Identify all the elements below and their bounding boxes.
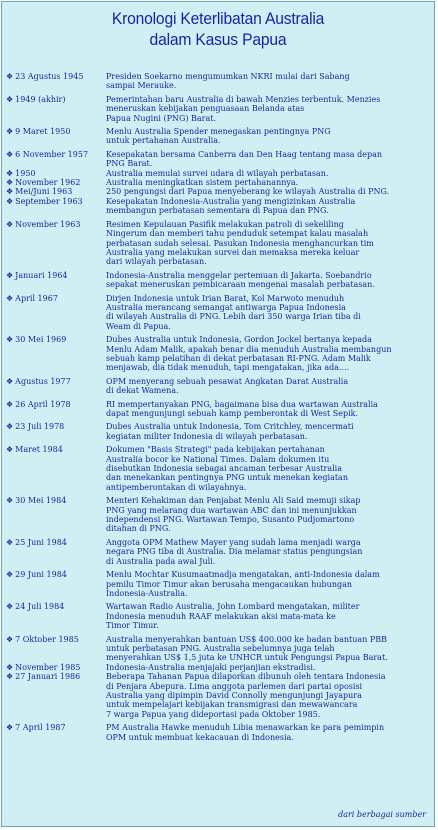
entry-date (6, 294, 106, 332)
list-item (6, 496, 430, 534)
list-item (6, 294, 430, 332)
entry-date-text: 7 Oktober 1985 (15, 634, 79, 644)
entry-line: Indonesia-Australia menggelar pertemuan di Jakarta. Soebandrio (106, 270, 372, 280)
page-title (19, 8, 416, 50)
entry-line: antipemberontakan di wilayahnya. (106, 482, 247, 492)
entry-date-text: Agustus 1977 (15, 376, 71, 386)
entry-line: Beberapa Tahanan Papua dilaporkan dibunuh oleh tentara Indonesia (106, 672, 386, 682)
entry-date (6, 187, 106, 196)
bullet-icon: ❖ (6, 127, 14, 137)
entry-description (106, 663, 430, 672)
list-item (6, 377, 430, 396)
entry-date-text: 1949 (akhir) (15, 94, 66, 104)
bullet-icon: ❖ (6, 570, 14, 580)
entry-date-text: 9 Maret 1950 (15, 127, 71, 137)
bullet-icon: ❖ (6, 445, 14, 455)
entry-line: untuk perbatasan PNG. Australia sebelumnya juga telah (106, 643, 335, 653)
entry-description (106, 672, 430, 719)
entry-date-text: Januari 1964 (15, 270, 68, 280)
list-item (6, 663, 430, 672)
list-item (6, 570, 430, 598)
list-item (6, 422, 430, 441)
entry-line: Wartawan Radio Australia, John Lombard mengatakan, militer (106, 602, 360, 612)
entry-line: PNG Barat. (106, 159, 153, 169)
entry-description (106, 570, 430, 598)
list-item (6, 197, 430, 216)
bullet-icon: ❖ (6, 293, 14, 303)
chronology-panel (1, 1, 435, 827)
entry-date (6, 422, 106, 441)
entry-line: sampai Merauke. (106, 81, 177, 91)
list-item (6, 72, 430, 91)
bullet-icon: ❖ (6, 72, 14, 81)
entry-line: Timor Timur. (106, 621, 159, 631)
title-line-2: dalam Kasus Papua (149, 30, 287, 49)
entry-line: negara PNG tiba di Australia. Dia melamar status pengungsian (106, 547, 363, 557)
entry-description (106, 72, 430, 91)
entry-line: Ningerum dan memberi tahu penduduk setempat kalau masalah (106, 229, 369, 239)
entry-line: Australia yang dipimpin David Connolly mengunjungi Jayapura (106, 690, 362, 700)
entry-date-text: 24 Juli 1984 (15, 602, 65, 612)
entry-line: di Australia pada awal Juli. (106, 556, 216, 566)
entry-line: 250 pengungsi dari Papua menyeberang ke wilayah Australia di PNG. (106, 187, 390, 197)
bullet-icon: ❖ (6, 178, 14, 188)
entry-line: membangun perbatasan sementara di Papua dan PNG. (106, 206, 329, 216)
entry-line: Dirjen Indonesia untuk Irian Barat, Kol Marwoto menuduh (106, 293, 345, 303)
entry-line: di Penjara Abepura. Lima anggota parlemen dari partai oposisi (106, 681, 363, 691)
entry-date (6, 602, 106, 630)
entry-date-text: November 1963 (15, 219, 81, 229)
entry-description (106, 723, 430, 742)
entry-line: PNG yang melarang dua wartawan ABC dan ini menunjukkan (106, 505, 357, 515)
entry-date (6, 335, 106, 373)
bullet-icon: ❖ (6, 496, 14, 506)
entry-line: Pemerintahan baru Australia di bawah Menzies terbentuk. Menzies (106, 94, 381, 104)
entry-description (106, 197, 430, 216)
entry-line: Australia yang melakukan survei dan memaksa mereka keluar (106, 247, 360, 257)
entry-date (6, 400, 106, 419)
bullet-icon: ❖ (6, 219, 14, 229)
entry-date-text: April 1967 (15, 293, 58, 303)
entry-date-text: 30 Mei 1969 (15, 335, 67, 345)
entry-line: Menlu Australia Spender menegaskan pentingnya PNG (106, 127, 331, 137)
entry-date (6, 178, 106, 187)
entry-line: Dokumen "Basis Strategi" pada kebijakan pertahanan (106, 445, 325, 455)
bullet-icon: ❖ (6, 634, 14, 644)
entry-description (106, 400, 430, 419)
entry-line: OPM menyerang sebuah pesawat Angkatan Darat Australia (106, 376, 349, 386)
entry-date (6, 635, 106, 663)
entry-description (106, 178, 430, 187)
entry-description (106, 335, 430, 373)
entry-date-text: 23 Agustus 1945 (15, 72, 84, 81)
entry-line: Papua Nugini (PNG) Barat. (106, 113, 217, 123)
entry-line: Weam di Papua. (106, 321, 171, 331)
entry-description (106, 445, 430, 492)
entry-date (6, 445, 106, 492)
entry-line: untuk pertahanan Australia. (106, 136, 221, 146)
entry-date-text: November 1985 (15, 662, 81, 672)
bullet-icon: ❖ (6, 376, 14, 386)
entry-line: OPM untuk membuat kekacauan di Indonesia. (106, 732, 294, 742)
entry-description (106, 220, 430, 267)
entry-line: sebuah kamp pelatihan di dekat perbatasan RI-PNG. Adam Malik (106, 353, 371, 363)
entry-date-text: 30 Mei 1984 (15, 496, 67, 506)
bullet-icon: ❖ (6, 187, 14, 197)
bullet-icon: ❖ (6, 335, 14, 345)
entry-date (6, 496, 106, 534)
entry-date-text: November 1962 (15, 178, 81, 188)
entry-date-text: 23 Juli 1978 (15, 422, 65, 432)
entry-date-text: 7 April 1987 (15, 723, 66, 733)
list-item (6, 220, 430, 267)
entry-date (6, 72, 106, 91)
entry-date (6, 127, 106, 146)
entry-description (106, 187, 430, 196)
entry-line: di dekat Wamena. (106, 386, 179, 396)
list-item (6, 400, 430, 419)
entry-description (106, 95, 430, 123)
entry-date-text: 6 November 1957 (15, 149, 89, 159)
entry-line: Anggota OPM Mathew Mayer yang sudah lama menjadi warga (106, 537, 361, 547)
entry-line: Australia meningkatkan sistem pertahanannya. (106, 178, 299, 188)
entry-date (6, 570, 106, 598)
bullet-icon: ❖ (6, 168, 14, 178)
entry-line: meneruskan kebijakan penguasaan Belanda atas (106, 104, 305, 114)
bullet-icon: ❖ (6, 672, 14, 682)
entry-description (106, 127, 430, 146)
bullet-icon: ❖ (6, 196, 14, 206)
entry-date-text: 1950 (15, 168, 36, 178)
entry-line: perbatasan sudah selesai. Pasukan Indonesia menghancurkan tim (106, 238, 374, 248)
entry-date (6, 169, 106, 178)
bullet-icon: ❖ (6, 94, 14, 104)
title-line-1: Kronologi Keterlibatan Australia (111, 9, 325, 28)
entry-date (6, 377, 106, 396)
entry-line: di wilayah Australia di PNG. Lebih dari 350 warga Irian tiba di (106, 312, 361, 322)
bullet-icon: ❖ (6, 149, 14, 159)
entry-date-text: 29 Juni 1984 (15, 570, 67, 580)
list-item (6, 445, 430, 492)
entry-description (106, 538, 430, 566)
entry-line: Kesepakatan bersama Canberra dan Den Haag tentang masa depan (106, 149, 383, 159)
entry-date (6, 150, 106, 169)
entry-description (106, 271, 430, 290)
list-item (6, 150, 430, 169)
bullet-icon: ❖ (6, 270, 14, 280)
list-item (6, 127, 430, 146)
bullet-icon: ❖ (6, 537, 14, 547)
entry-description (106, 422, 430, 441)
list-item (6, 335, 430, 373)
entry-description (106, 169, 430, 178)
entry-line: kegiatan militer Indonesia di wilayah perbatasan. (106, 431, 308, 441)
entry-date (6, 197, 106, 216)
entry-line: Indonesia menuduh RAAF melakukan aksi mata-mata ke (106, 611, 336, 621)
entry-description (106, 150, 430, 169)
entry-date (6, 672, 106, 719)
entry-description (106, 496, 430, 534)
entry-description (106, 602, 430, 630)
entry-date (6, 220, 106, 267)
entry-line: Australia bocor ke National Times. Dalam dokumen itu (106, 454, 330, 464)
entry-line: RI mempertanyakan PNG, bagaimana bisa dua wartawan Australia (106, 399, 378, 409)
list-item (6, 95, 430, 123)
bullet-icon: ❖ (6, 399, 14, 409)
list-item (6, 635, 430, 663)
entry-date (6, 723, 106, 742)
entry-date-text: Mei/Juni 1963 (15, 187, 73, 197)
list-item (6, 178, 430, 187)
entry-line: menjawab, dia tidak menuduh, tapi mengatakan, jika ada.... (106, 363, 350, 373)
entry-line: Kesepakatan Indonesia-Australia yang mengizinkan Australia (106, 196, 356, 206)
entry-line: Dubes Australia untuk Indonesia, Tom Critchley, mencermati (106, 422, 354, 432)
entry-line: Menlu Adam Malik, apakah benar dia menuduh Australia membangun (106, 344, 392, 354)
entry-description (106, 294, 430, 332)
bullet-icon: ❖ (6, 422, 14, 432)
entry-line: untuk mempelajari kebijakan transmigrasi dan mewawancara (106, 700, 358, 710)
entry-line: 7 warga Papua yang dideportasi pada Oktober 1985. (106, 709, 321, 719)
list-item (6, 602, 430, 630)
entry-line: PM Australia Hawke menuduh Libia menawarkan ke para pemimpin (106, 723, 385, 733)
list-item (6, 723, 430, 742)
entry-line: Presiden Soekarno mengumumkan NKRI mulai dari Sabang (106, 72, 350, 81)
chronology-list (6, 72, 430, 742)
entry-line: disebutkan Indonesia sebagai ancaman terbesar Australia (106, 464, 342, 474)
entry-line: Menteri Kehakiman dan Penjabat Menlu Ali Said memuji sikap (106, 496, 361, 506)
list-item (6, 169, 430, 178)
entry-date-text: 27 Januari 1986 (15, 672, 81, 682)
entry-line: dan menekankan pentingnya PNG untuk menekan kegiatan (106, 473, 348, 483)
entry-date (6, 538, 106, 566)
entry-line: Australia merancang semangat antiwarga Papua Indonesia (106, 302, 346, 312)
entry-line: dapat mengunjungi sebuah kamp pemberontak di West Sepik. (106, 409, 359, 418)
entry-line: sepakat meneruskan pembicaraan mengenai masalah perbatasan. (106, 280, 375, 290)
entry-line: dari wilayah perbatasan. (106, 257, 207, 267)
entry-line: Resimen Kepulauan Pasifik melakukan patroli di sekeliling (106, 219, 344, 229)
entry-line: Indonesia-Australia. (106, 588, 188, 598)
entry-date-text: 26 April 1978 (15, 399, 71, 409)
list-item (6, 672, 430, 719)
entry-date (6, 271, 106, 290)
entry-date-text: 25 Juni 1984 (15, 537, 67, 547)
entry-line: Menlu Mochtar Kusumaatmadja mengatakan, anti-Indonesia dalam (106, 570, 380, 580)
entry-line: Australia menyerahkan bantuan US$ 400.000 ke badan bantuan PBB (106, 634, 388, 644)
entry-line: Indonesia-Australia menjajaki perjanjian ekstradisi. (106, 662, 316, 672)
list-item (6, 271, 430, 290)
entry-date (6, 95, 106, 123)
entry-line: ditahan di PNG. (106, 524, 171, 534)
entry-date-text: September 1963 (15, 196, 83, 206)
entry-line: Australia memulai survei udara di wilayah perbatasan. (106, 168, 329, 178)
entry-description (106, 377, 430, 396)
bullet-icon: ❖ (6, 662, 14, 672)
list-item (6, 187, 430, 196)
entry-line: menyerahkan US$ 1,5 juta ke UNHCR untuk Pengungsi Papua Barat. (106, 653, 388, 663)
entry-date-text: Maret 1984 (15, 445, 63, 455)
bullet-icon: ❖ (6, 723, 14, 733)
entry-line: independensi PNG. Wartawan Tempo, Susanto Pudjomartono (106, 515, 355, 525)
entry-line: Dubes Australia untuk Indonesia, Gordon Jockel bertanya kepada (106, 335, 372, 345)
entry-date (6, 663, 106, 672)
source-note: dari berbagai sumber (338, 810, 426, 819)
list-item (6, 538, 430, 566)
entry-line: pemilu Timor Timur akan berusaha mengacaukan hubungan (106, 579, 353, 589)
bullet-icon: ❖ (6, 602, 14, 612)
entry-description (106, 635, 430, 663)
